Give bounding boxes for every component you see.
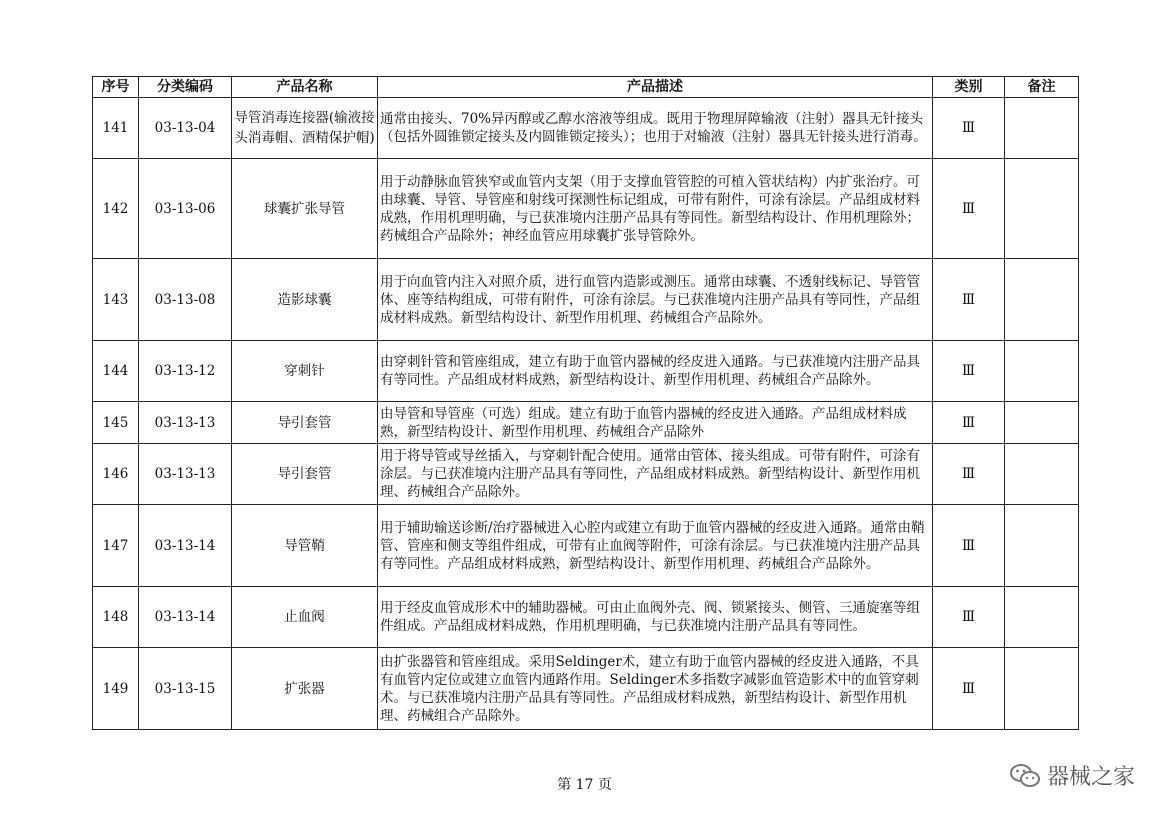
- table-row: [93, 402, 1079, 444]
- cell-code: 03-13-15: [139, 648, 232, 730]
- cell-desc: 用于经皮血管成形术中的辅助器械。可由止血阀外壳、阀、锁紧接头、侧管、三通旋塞等组件组成。产品组成材料成熟，作用机理明确，与已获准境内注册产品具有等同性。: [378, 587, 933, 648]
- cell-name: 穿刺针: [232, 341, 378, 402]
- cell-desc: 用于辅助输送诊断/治疗器械进入心腔内或建立有助于血管内器械的经皮进入通路。通常由鞘管、管座和侧支等组件组成，可带有止血阀等附件，可涂有涂层。与已获准境内注册产品具有等同性。产品组成材料成熟，新型结构设计、新型作用机理、药械组合产品除外。: [378, 505, 933, 587]
- cell-code: 03-13-12: [139, 341, 232, 402]
- cell-seq: 144: [93, 341, 139, 402]
- cell-code: 03-13-13: [139, 402, 232, 444]
- cell-category: Ⅲ: [933, 159, 1005, 259]
- cell-seq: 148: [93, 587, 139, 648]
- cell-category: Ⅲ: [933, 648, 1005, 730]
- cell-desc: 通常由接头、70%异丙醇或乙醇水溶液等组成。既用于物理屏障输液（注射）器具无针接头（包括外圆锥锁定接头及内圆锥锁定接头）；也用于对输液（注射）器具无针接头进行消毒。: [378, 98, 933, 159]
- table-row: [93, 444, 1079, 505]
- cell-code: 03-13-14: [139, 505, 232, 587]
- cell-remark: [1005, 444, 1079, 505]
- cell-remark: [1005, 587, 1079, 648]
- header-seq: 序号: [93, 77, 139, 98]
- cell-desc: 由穿刺针管和管座组成，建立有助于血管内器械的经皮进入通路。与已获准境内注册产品具有等同性。产品组成材料成熟，新型结构设计、新型作用机理、药械组合产品除外。: [378, 341, 933, 402]
- cell-seq: 142: [93, 159, 139, 259]
- cell-remark: [1005, 648, 1079, 730]
- wechat-icon: [1009, 762, 1041, 790]
- table-row: [93, 259, 1079, 341]
- product-catalog-table: [92, 76, 1079, 730]
- cell-name: 球囊扩张导管: [232, 159, 378, 259]
- table-row: [93, 341, 1079, 402]
- cell-remark: [1005, 505, 1079, 587]
- cell-code: 03-13-14: [139, 587, 232, 648]
- cell-category: Ⅲ: [933, 98, 1005, 159]
- cell-category: Ⅲ: [933, 444, 1005, 505]
- header-category: 类别: [933, 77, 1005, 98]
- cell-code: 03-13-06: [139, 159, 232, 259]
- header-desc: 产品描述: [378, 77, 933, 98]
- cell-desc: 用于将导管或导丝插入，与穿刺针配合使用。通常由管体、接头组成。可带有附件，可涂有涂层。与已获准境内注册产品具有等同性，产品组成材料成熟。新型结构设计、新型作用机理、药械组合产品除外。: [378, 444, 933, 505]
- cell-desc: 用于动静脉血管狭窄或血管内支架（用于支撑血管管腔的可植入管状结构）内扩张治疗。可由球囊、导管、导管座和射线可探测性标记组成，可带有附件，可涂有涂层。产品组成材料成熟，作用机理明确，与已获准境内注册产品具有等同性。新型结构设计、作用机理除外；药械组合产品除外；神经血管应用球囊扩张导管除外。: [378, 159, 933, 259]
- cell-desc: 用于向血管内注入对照介质，进行血管内造影或测压。通常由球囊、不透射线标记、导管管体、座等结构组成，可带有附件，可涂有涂层。与已获准境内注册产品具有等同性，产品组成材料成熟。新型结构设计、新型作用机理、药械组合产品除外。: [378, 259, 933, 341]
- table-row: [93, 159, 1079, 259]
- table-row: [93, 98, 1079, 159]
- cell-name: 导引套管: [232, 444, 378, 505]
- watermark-text: 器械之家: [1046, 765, 1135, 790]
- cell-category: Ⅲ: [933, 341, 1005, 402]
- cell-remark: [1005, 98, 1079, 159]
- cell-desc: 由导管和导管座（可选）组成。建立有助于血管内器械的经皮进入通路。产品组成材料成熟，新型结构设计、新型作用机理、药械组合产品除外: [378, 402, 933, 444]
- table-row: [93, 648, 1079, 730]
- cell-seq: 145: [93, 402, 139, 444]
- cell-category: Ⅲ: [933, 587, 1005, 648]
- header-remark: 备注: [1005, 77, 1079, 98]
- cell-name: 导管消毒连接器(输液接头消毒帽、酒精保护帽): [232, 98, 378, 159]
- cell-remark: [1005, 341, 1079, 402]
- cell-seq: 149: [93, 648, 139, 730]
- cell-category: Ⅲ: [933, 259, 1005, 341]
- cell-category: Ⅲ: [933, 505, 1005, 587]
- cell-seq: 147: [93, 505, 139, 587]
- cell-desc: 由扩张器管和管座组成。采用Seldinger术，建立有助于血管内器械的经皮进入通路，不具有血管内定位或建立血管内通路作用。Seldinger术多指数字减影血管造影术中的血管穿刺术。与已获准境内注册产品具有等同性。产品组成材料成熟，新型结构设计、新型作用机理、药械组合产品除外。: [378, 648, 933, 730]
- cell-remark: [1005, 259, 1079, 341]
- cell-seq: 141: [93, 98, 139, 159]
- cell-code: 03-13-13: [139, 444, 232, 505]
- page-number: 第 17 页: [557, 777, 612, 793]
- cell-name: 造影球囊: [232, 259, 378, 341]
- cell-category: Ⅲ: [933, 402, 1005, 444]
- table-row: [93, 505, 1079, 587]
- cell-code: 03-13-08: [139, 259, 232, 341]
- cell-seq: 143: [93, 259, 139, 341]
- cell-remark: [1005, 159, 1079, 259]
- cell-name: 导管鞘: [232, 505, 378, 587]
- cell-name: 扩张器: [232, 648, 378, 730]
- cell-seq: 146: [93, 444, 139, 505]
- watermark: [1009, 760, 1135, 791]
- header-name: 产品名称: [232, 77, 378, 98]
- cell-code: 03-13-04: [139, 98, 232, 159]
- table-header-row: [93, 77, 1079, 98]
- cell-remark: [1005, 402, 1079, 444]
- cell-name: 止血阀: [232, 587, 378, 648]
- table-row: [93, 587, 1079, 648]
- cell-name: 导引套管: [232, 402, 378, 444]
- header-code: 分类编码: [139, 77, 232, 98]
